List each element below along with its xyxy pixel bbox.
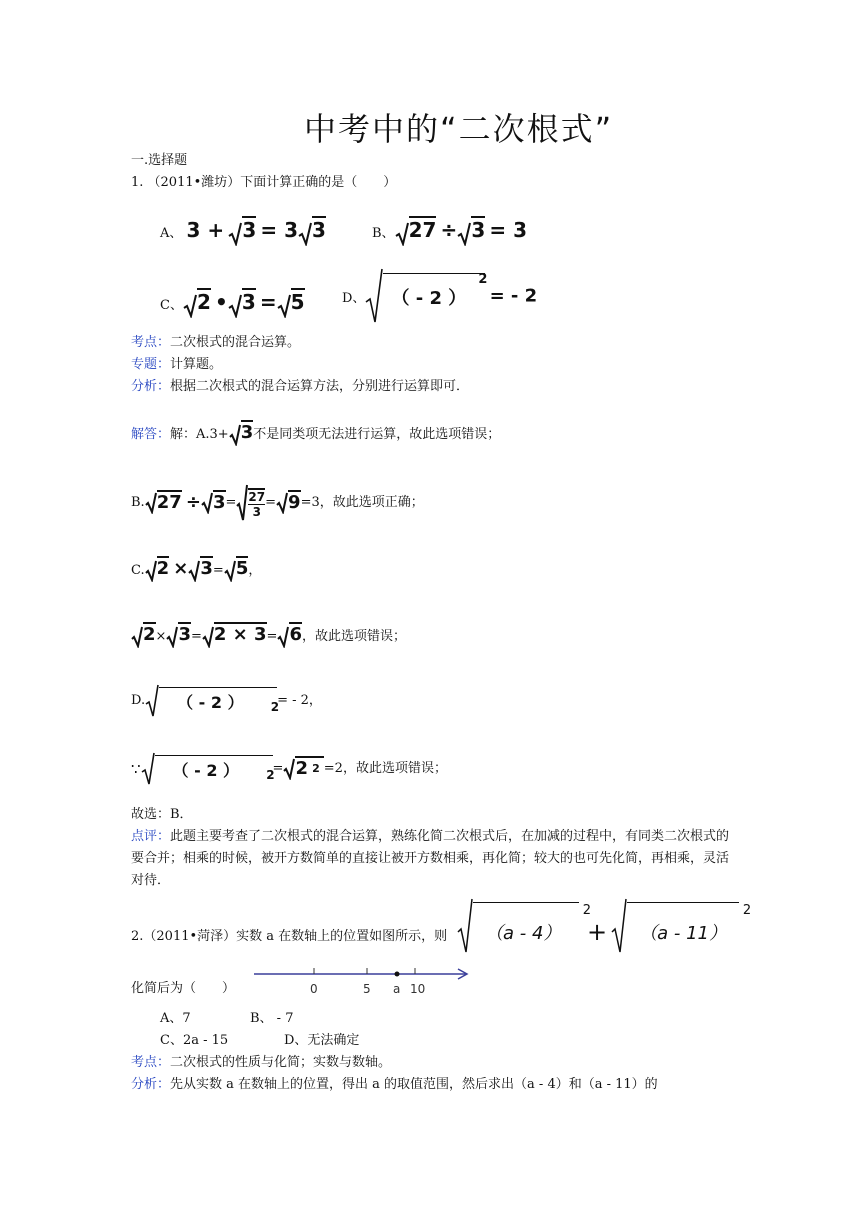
q2-option-a: A、7 xyxy=(160,1011,191,1026)
kaodian-text: 二次根式的混合运算。 xyxy=(170,335,301,350)
math-text: = xyxy=(259,290,277,314)
q2-fenxi xyxy=(131,1074,658,1096)
sqrt-sign-icon xyxy=(141,752,155,786)
math-text: = 3 xyxy=(489,218,528,242)
plus-sign: + xyxy=(587,918,608,946)
fenxi-text: 根据二次根式的混合运算方法，分别进行运算即可． xyxy=(170,379,470,394)
q1-option-a xyxy=(160,218,326,246)
sqrt-sign-icon xyxy=(145,492,157,514)
sqrt-sign-icon xyxy=(183,294,197,318)
sqrt-sign-icon xyxy=(145,684,159,718)
radicand: 3 xyxy=(241,290,256,314)
solution-text: B. xyxy=(131,495,145,510)
sqrt-sign-icon xyxy=(202,626,214,648)
q1-answer: 故选：B． xyxy=(131,807,193,822)
exponent: 2 xyxy=(266,767,275,782)
option-label: A、 xyxy=(160,226,183,241)
math-text: = xyxy=(272,761,284,776)
exponent: 2 xyxy=(270,699,280,714)
math-text: = xyxy=(190,629,202,644)
radicand: 3 xyxy=(178,624,191,645)
fenxi-label: 分析： xyxy=(131,1077,171,1092)
tick-label-5: 5 xyxy=(363,982,371,996)
q1-kaodian xyxy=(131,332,300,354)
kaodian-label: 考点： xyxy=(131,335,171,350)
sqrt-sign-icon xyxy=(229,424,241,446)
radicand: 27 xyxy=(408,218,437,242)
math-text: = xyxy=(266,629,278,644)
math-text: × xyxy=(173,558,189,579)
radicand: 3 xyxy=(471,218,486,242)
radicand: 2 × 3 xyxy=(213,624,267,645)
sqrt-sign-icon xyxy=(395,222,409,246)
q1-dianping xyxy=(131,826,733,892)
math-text: = 3 xyxy=(260,218,299,242)
radicand: 3 xyxy=(240,422,254,443)
math-text: = - 2 xyxy=(489,285,538,307)
radicand: （ - 2 ） xyxy=(391,287,467,309)
kaodian-text: 二次根式的性质与化简；实数与数轴。 xyxy=(170,1055,392,1070)
sqrt-sign-icon xyxy=(228,222,242,246)
math-text: ÷ xyxy=(440,218,458,242)
math-text: × xyxy=(155,629,167,644)
zhuanti-label: 专题： xyxy=(131,357,171,372)
option-label: C、 xyxy=(160,298,183,313)
math-text: = xyxy=(225,495,237,510)
math-text: = xyxy=(212,563,224,578)
option-label: B、 xyxy=(372,226,395,241)
kaodian-label: 考点： xyxy=(131,1055,171,1070)
exponent: 2 xyxy=(742,902,752,918)
solution-text: D. xyxy=(131,693,146,708)
radicand: 2 xyxy=(196,290,211,314)
jieda-label: 解答： xyxy=(131,427,171,442)
math-text: = xyxy=(265,495,277,510)
exponent: 2 xyxy=(312,762,320,775)
because-symbol: ∵ xyxy=(131,760,141,778)
q1-option-c xyxy=(160,290,305,318)
q1-solution-a xyxy=(131,422,500,446)
radicand: 3 xyxy=(312,218,326,242)
solution-text: 不是同类项无法进行运算，故此选项错误； xyxy=(253,427,501,442)
sqrt-sign-icon xyxy=(277,294,291,318)
sqrt-sign-icon xyxy=(228,294,242,318)
radicand: 5 xyxy=(290,290,305,314)
solution-text: C. xyxy=(131,563,145,578)
q1-zhuanti xyxy=(131,354,222,376)
dianping-text: 此题主要考查了二次根式的混合运算，熟练化简二次根式后，在加减的过程中，有同类二次根式的要合并；相乘的时候，被开方数简单的直接让被开方数相乘，再化简；较大的也可先化简，再相乘，灵活对待． xyxy=(131,829,730,888)
q1-option-d xyxy=(342,268,537,324)
solution-text: ， xyxy=(248,563,262,578)
sqrt-sign-icon xyxy=(277,626,289,648)
solution-text: = - 2， xyxy=(277,693,322,708)
tick-label-0: 0 xyxy=(310,982,318,996)
fenxi-label: 分析： xyxy=(131,379,171,394)
sqrt-sign-icon xyxy=(188,560,200,582)
q2-option-d: D、无法确定 xyxy=(284,1033,360,1048)
sqrt-sign-icon xyxy=(166,626,178,648)
radicand: 3 xyxy=(212,492,226,513)
math-text: ÷ xyxy=(185,492,201,513)
radicand: （ - 2 ） xyxy=(172,760,240,780)
radicand: 9 xyxy=(288,492,301,513)
fraction-numerator: 27 xyxy=(248,489,266,504)
zhuanti-text: 计算题。 xyxy=(170,357,223,372)
q2-option-b: B、 - 7 xyxy=(250,1011,294,1026)
solution-text: 解：A.3+ xyxy=(170,427,229,442)
radicand: 2 xyxy=(295,758,308,779)
sqrt-sign-icon xyxy=(131,626,143,648)
math-text: • xyxy=(215,290,228,314)
q2-kaodian xyxy=(131,1052,391,1074)
q1-option-b xyxy=(372,218,527,246)
q2-option-c: C、2a - 15 xyxy=(160,1033,229,1048)
solution-text: ，故此选项错误； xyxy=(301,629,406,644)
radicand: 3 xyxy=(242,218,257,242)
radicand: 2 xyxy=(156,558,170,579)
page-title: 中考中的“二次根式” xyxy=(304,110,614,148)
q2-stem: 2.（2011•菏泽）实数 a 在数轴上的位置如图所示，则 xyxy=(131,929,448,944)
q2-stem2: 化简后为（ ） xyxy=(131,981,236,996)
exponent: 2 xyxy=(582,902,591,918)
q2-expression xyxy=(457,898,752,954)
radicand: 3 xyxy=(200,558,213,579)
sqrt-sign-icon xyxy=(298,222,312,246)
radicand: 27 xyxy=(156,492,182,513)
sqrt-sign-icon xyxy=(224,560,236,582)
tick-label-10: 10 xyxy=(410,982,426,996)
sqrt-sign-icon xyxy=(236,484,248,522)
dianping-label: 点评： xyxy=(131,829,171,844)
sqrt-sign-icon xyxy=(201,492,213,514)
sqrt-sign-icon xyxy=(283,758,295,780)
number-line xyxy=(250,964,475,1000)
q1-solution-b xyxy=(131,484,424,522)
fenxi-text: 先从实数 a 在数轴上的位置，得出 a 的取值范围，然后求出（a - 4）和（a - 11）的 xyxy=(170,1077,658,1092)
radicand: 2 xyxy=(143,624,156,645)
solution-text: =2，故此选项错误； xyxy=(323,761,447,776)
sqrt-sign-icon xyxy=(457,898,473,954)
option-label: D、 xyxy=(342,290,366,306)
sqrt-sign-icon xyxy=(611,898,627,954)
radicand: （a - 11） xyxy=(639,922,727,944)
math-text: 3 + xyxy=(186,218,225,242)
sqrt-sign-icon xyxy=(365,268,383,324)
q1-solution-c xyxy=(131,558,261,582)
section-heading: 一.选择题 xyxy=(131,153,188,168)
solution-text: =3，故此选项正确； xyxy=(300,495,424,510)
exponent: 2 xyxy=(478,271,488,287)
radicand: 6 xyxy=(289,624,302,645)
q1-solution-c2 xyxy=(131,624,406,648)
point-a xyxy=(395,972,400,977)
fraction-denominator: 3 xyxy=(252,504,261,519)
q1-solution-d2 xyxy=(131,752,447,786)
q1-stem: 1. （2011•潍坊）下面计算正确的是（ ） xyxy=(131,175,397,190)
tick-label-a: a xyxy=(393,982,401,996)
radicand: （a - 4） xyxy=(485,922,562,944)
radicand: 5 xyxy=(235,558,249,579)
q1-solution-d xyxy=(131,684,322,718)
sqrt-sign-icon xyxy=(145,560,157,582)
radicand: （ - 2 ） xyxy=(177,692,244,712)
q1-fenxi xyxy=(131,376,469,398)
sqrt-sign-icon xyxy=(276,492,288,514)
sqrt-sign-icon xyxy=(457,222,471,246)
